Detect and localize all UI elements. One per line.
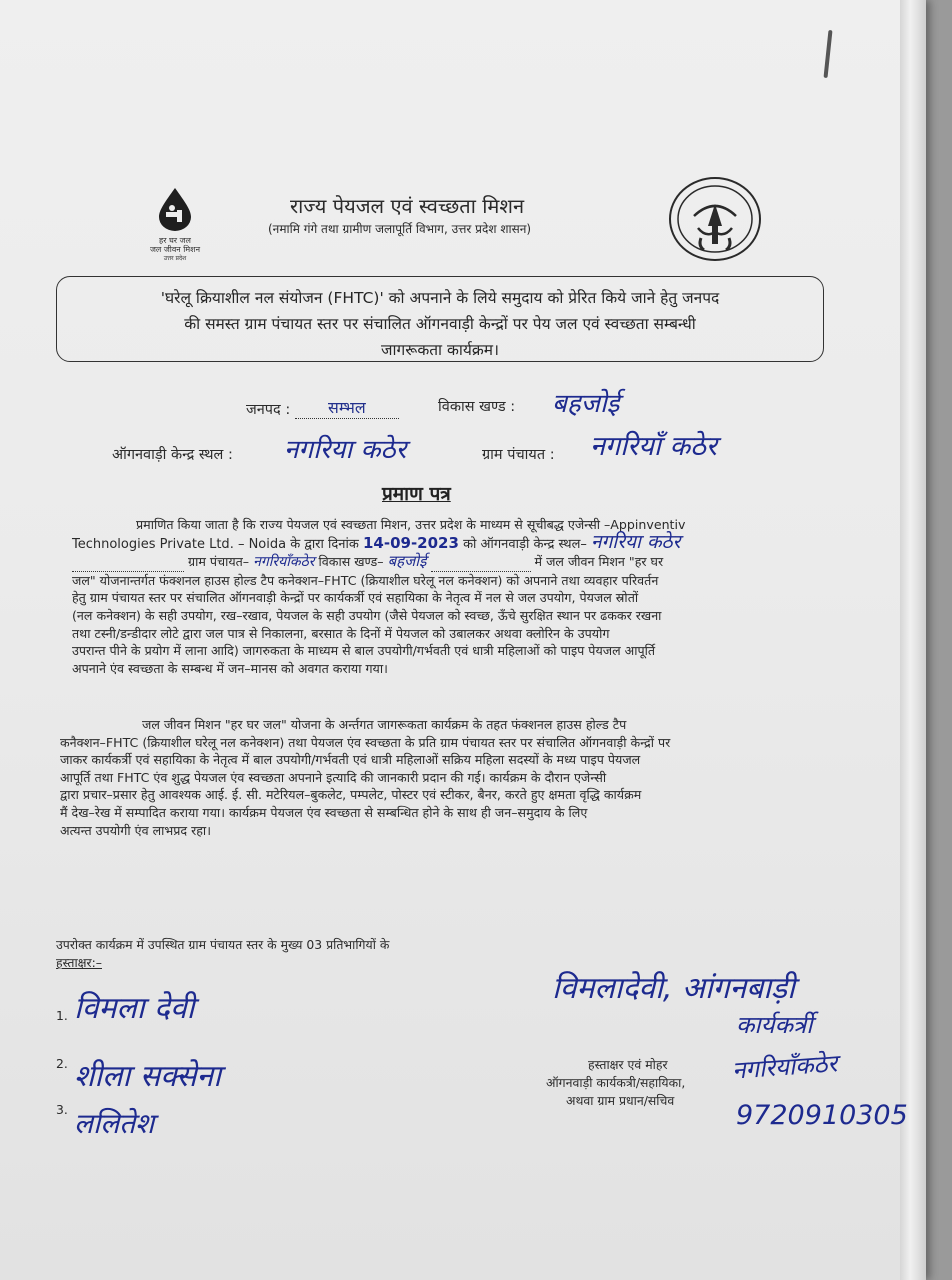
p1-line-5: हेतु ग्राम पंचायत स्तर पर संचालित ऑगनवाड़ी केन्द्रों पर कार्यकर्त्री एवं सहायिका के नेतृत्व में नल से जल उपयोग, पेयजल स्रोतों: [72, 590, 639, 606]
p2-line-6: मैं देख–रेख में सम्पादित कराया गया। कार्यक्रम पेयजल एंव स्वच्छता से सम्बन्धित होने के साथ ही जन–समुदाय के लिए: [60, 804, 588, 820]
signatory-signature: विमलादेवी, आंगनबाड़ी: [552, 971, 795, 1006]
vikas-khand-field: [438, 396, 515, 416]
signatory-role-caption: ऑगनवाड़ी कार्यकत्री/सहायिका,: [546, 1075, 686, 1090]
p1-line-1: प्रमाणित किया जाता है कि राज्य पेयजल एवं स्वच्छता मिशन, उत्तर प्रदेश के माध्यम से सूचीबद्ध एजेन्सी –Appinventiv: [136, 517, 686, 532]
participant-signature-1: विमला देवी: [74, 991, 195, 1026]
p1-line-7: तथा टस्नी/डन्डीदार लोटे द्वारा जल पात्र से निकालना, बरसात के दिनों में पेयजल को उबालकर अथवा क्लोरिन के उपयोग: [72, 625, 610, 641]
anganwadi-value: नगरिया कठेर: [284, 435, 407, 465]
p1-line-8: उपरान्त पीने के प्रयोग में लाना आदि) जागरुकता के माध्यम से बाल उपयोगी/गर्भवती एवं धात्री महिलाओं को पाइप पेयजल आपूर्ति: [72, 643, 656, 659]
page-title: राज्य पेयजल एवं स्वच्छता मिशन: [290, 194, 525, 218]
p1-line-6: (नल कनेक्शन) के सही उपयोग, रख–रखाव, पेयजल के सही उपयोग (जैसे पेयजल को स्वच्छ, ऊँचे सुरक्षित स्थान पर ढककर रखना: [72, 607, 662, 623]
p1-line-2-text: Technologies Private Ltd. – Noida के द्वारा दिनांक: [72, 536, 359, 552]
signatory-designation-handwritten: कार्यकर्त्री: [736, 1011, 813, 1039]
participants-signature-label: हस्ताक्षर:–: [56, 955, 102, 970]
signatory-alt-role-caption: अथवा ग्राम प्रधान/सचिव: [566, 1093, 675, 1108]
vikas-khand-label: विकास खण्ड :: [438, 399, 516, 415]
p2-line-7: अत्यन्त उपयोगी एंव लाभप्रद रहा।: [60, 822, 211, 838]
gram-panchayat-value: नगरियाँ कठेर: [590, 431, 717, 462]
page-subtitle: (नमामि गंगे तथा ग्रामीण जलापूर्ति विभाग, उत्तर प्रदेश शासन): [268, 222, 532, 236]
p2-line-4: आपूर्ति तथा FHTC एंव शुद्ध पेयजल एंव स्वच्छता अपनाने इत्यादि की जानकारी प्रदान की गई। कार्यक्रम के दौरान एजेन्सी: [60, 769, 607, 785]
logo-text-1: हर घर जल: [159, 236, 191, 245]
p2-line-3: जाकर कार्यकर्त्री एवं सहायिका के नेतृत्व में बाल उपयोगी/गर्भवती एवं धात्री महिलाओं सक्रिय महिला सदस्यों के मध्य पाइप पेयजल: [60, 752, 641, 768]
program-gram-panchayat: नगरियाँकठेर: [253, 554, 315, 571]
program-title-box: [56, 276, 824, 362]
janpad-label: जनपद :: [246, 402, 291, 418]
signature-stamp-caption: हस्ताक्षर एवं मोहर: [588, 1057, 668, 1072]
janpad-value: सम्भल: [328, 398, 366, 417]
gram-panchayat-label: ग्राम पंचायत :: [482, 447, 555, 463]
certificate-title: प्रमाण पत्र: [382, 483, 451, 505]
p1-line-3-text-c: में जल जीवन मिशन "हर घर: [534, 554, 664, 570]
p2-line-5: द्वारा प्रचार–प्रसार हेतु आवश्यक आई. ई. सी. मटेरियल–बुकलेट, पम्पलेट, पोस्टर एवं स्टीकर, बैनर, करते हुए क्षमता वृद्धि कार्यक्रम: [60, 787, 642, 803]
water-drop-icon: [153, 186, 197, 232]
vikas-khand-value: बहजोई: [552, 389, 620, 419]
banner-line-1: 'घरेलू क्रियाशील नल संयोजन (FHTC)' को अपनाने के लिये समुदाय को प्रेरित किये जाने हेतु जनपद: [160, 289, 720, 307]
up-government-seal: [668, 176, 762, 262]
participants-intro: उपरोक्त कार्यक्रम में उपस्थित ग्राम पंचायत स्तर के मुख्य 03 प्रतिभागियों के: [56, 937, 390, 952]
anganwadi-label: ऑगनवाड़ी केन्द्र स्थल :: [112, 447, 233, 463]
certificate-paragraph-2: [60, 716, 822, 839]
logo-text-3: उत्तर प्रदेश: [163, 255, 187, 262]
logo-text-2: जल जीवन मिशन: [149, 245, 201, 254]
p2-line-2: कनैक्शन–FHTC (क्रियाशील घरेलू नल कनेक्शन) तथा पेयजल एंव स्वच्छता के प्रति ग्राम पंचायत स्तर पर संचालित ऑगनवाड़ी केन्द्रों पर: [60, 734, 671, 750]
certificate-paragraph-1: [72, 516, 834, 677]
banner-line-2: की समस्त ग्राम पंचायत स्तर पर संचालित ऑगनवाड़ी केन्द्रों पर पेय जल एवं स्वच्छता सम्बन्धी: [184, 315, 696, 333]
p1-line-2-text-b: को ऑगनवाड़ी केन्द्र स्थल–: [463, 536, 587, 552]
janpad-field: [246, 396, 399, 419]
participant-signature-2: शीला सक्सेना: [74, 1059, 221, 1094]
p1-line-2: [72, 530, 834, 554]
p1-line-3-text-b: विकास खण्ड–: [318, 554, 384, 570]
signatory-location-handwritten: नगरियाँकठेर: [731, 1049, 839, 1085]
p1-line-3-text: ग्राम पंचायत–: [188, 554, 250, 570]
p1-line-9: अपनाने एंव स्वच्छता के सम्बन्ध में जन–मानस को अवगत कराया गया।: [72, 660, 388, 676]
program-block: बहजोई: [387, 552, 427, 571]
p1-line-4: जल" योजनान्तर्गत फंक्शनल हाउस होल्ड टैप कनेक्शन–FHTC (क्रियाशील घरेलू नल कनेक्शन) को अपनाने तथा व्यवहार परिवर्तन: [72, 572, 659, 588]
pen-mark: [824, 30, 833, 78]
program-site: नगरिया कठेर: [591, 530, 681, 553]
jal-jeevan-mission-logo: [140, 186, 210, 263]
p1-line-3: [72, 553, 834, 572]
participant-number-3: 3.: [56, 1102, 68, 1117]
page-edge: [900, 0, 926, 1280]
banner-line-3: जागरूकता कार्यक्रम।: [381, 341, 499, 359]
participant-number-1: 1.: [56, 1008, 68, 1023]
janpad-value-line: [295, 396, 399, 419]
participant-number-2: 2.: [56, 1056, 68, 1071]
participant-signature-3: ललितेश: [74, 1107, 155, 1140]
signatory-phone: 9720910305: [736, 1100, 908, 1131]
p2-line-1: जल जीवन मिशन "हर घर जल" योजना के अर्न्तगत जागरूकता कार्यक्रम के तहत फंक्शनल हाउस होल्ड टैप: [142, 717, 627, 732]
program-date: 14-09-2023: [362, 533, 459, 552]
